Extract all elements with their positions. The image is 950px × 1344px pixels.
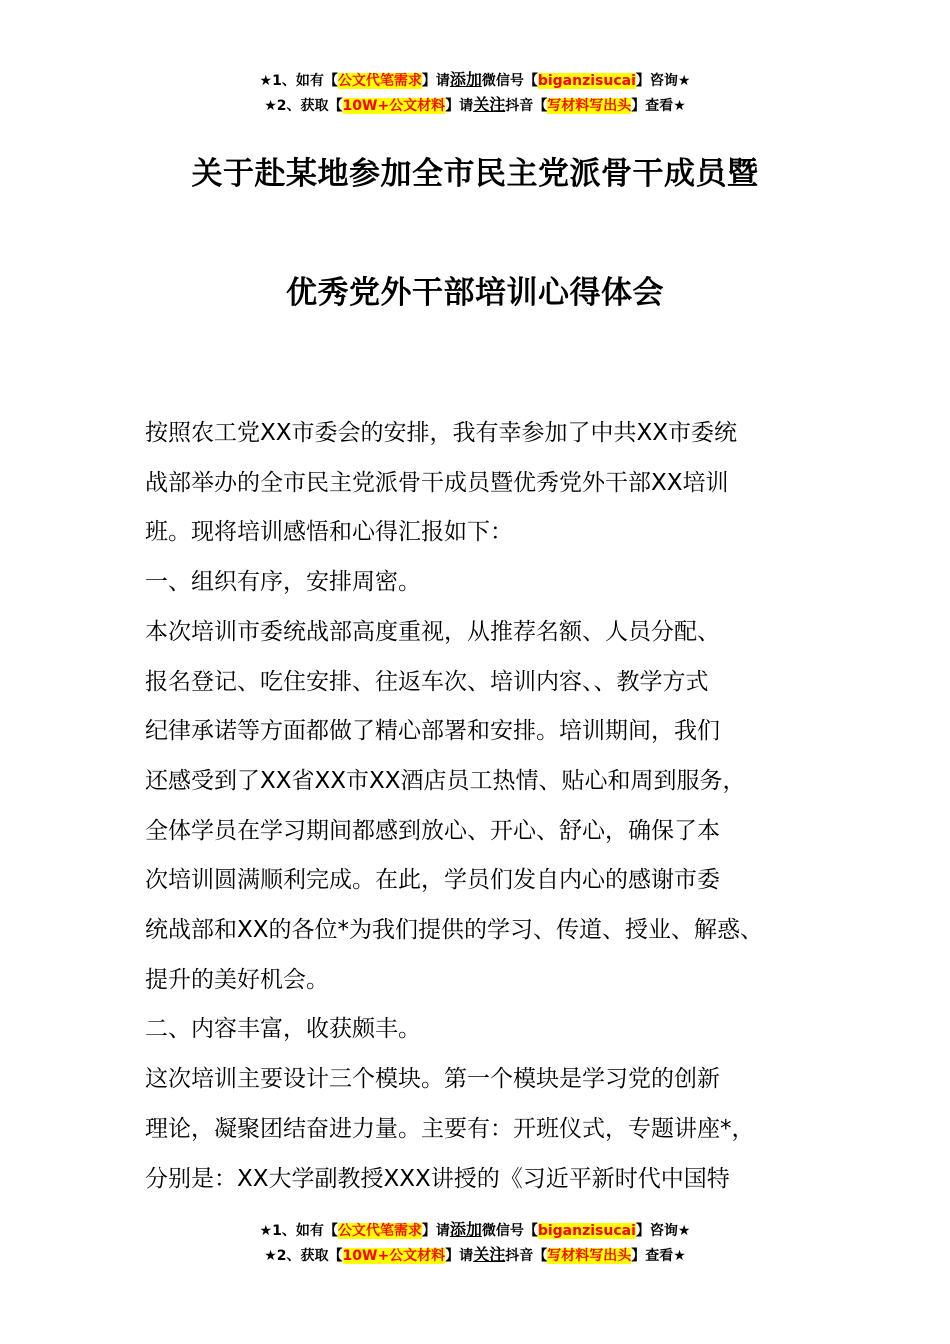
banner-text: 微信号【 <box>481 1223 538 1239</box>
body-line: 分别是：XX大学副教授XXX讲授的《习近平新时代中国特 <box>145 1165 730 1192</box>
banner-text: ★2、获取【 <box>264 1248 343 1264</box>
banner-text: 】咨询★ <box>635 1223 691 1239</box>
banner-text: 抖音【 <box>505 1248 548 1264</box>
banner-highlight: 公文代笔需求 <box>337 73 422 89</box>
banner-text: 】请 <box>445 98 474 114</box>
banner-text: ★1、如有【 <box>259 1223 338 1239</box>
banner-text: ★2、获取【 <box>264 98 343 114</box>
document-title-line-2: 优秀党外干部培训心得体会 <box>286 275 664 311</box>
banner-emphasis: 关注 <box>473 95 506 114</box>
banner-highlight: 公文代笔需求 <box>337 1223 422 1239</box>
bottom-banner <box>0 1218 950 1268</box>
banner-highlight: biganzisucai <box>537 1223 636 1239</box>
section-heading: 一、组织有序，安排周密。 <box>145 569 421 596</box>
banner-text: 】咨询★ <box>635 73 691 89</box>
banner-text: 】请 <box>421 73 450 89</box>
banner-emphasis: 添加 <box>449 70 482 89</box>
body-line: 统战部和XX的各位*为我们提供的学习、传道、授业、解惑、 <box>145 917 764 944</box>
top-banner <box>0 68 950 118</box>
banner-line-2 <box>0 1243 950 1268</box>
banner-emphasis: 添加 <box>449 1220 482 1239</box>
body-line: 理论，凝聚团结奋进力量。主要有：开班仪式，专题讲座*， <box>145 1115 755 1142</box>
document-body <box>145 409 835 1204</box>
body-line: 班。现将培训感悟和心得汇报如下： <box>145 519 513 546</box>
banner-line-2 <box>0 93 950 118</box>
body-line: 还感受到了XX省XX市XX酒店员工热情、贴心和周到服务， <box>145 767 746 794</box>
body-line: 报名登记、吃住安排、往返车次、培训内容、、教学方式 <box>145 668 709 695</box>
banner-text: 抖音【 <box>505 98 548 114</box>
banner-text: 】请 <box>421 1223 450 1239</box>
body-line: 次培训圆满顺利完成。在此，学员们发自内心的感谢市委 <box>145 867 720 894</box>
banner-highlight: 10W+公文材料 <box>342 1248 446 1264</box>
banner-highlight: 写材料写出头 <box>547 1248 632 1264</box>
body-line: 提升的美好机会。 <box>145 966 329 993</box>
section-heading: 二、内容丰富，收获颇丰。 <box>145 1016 421 1043</box>
banner-text: 】查看★ <box>631 98 686 114</box>
banner-text: 微信号【 <box>481 73 538 89</box>
banner-text: ★1、如有【 <box>259 73 338 89</box>
banner-emphasis: 关注 <box>473 1245 506 1264</box>
banner-line-1 <box>0 68 950 93</box>
body-line: 全体学员在学习期间都感到放心、开心、舒心，确保了本 <box>145 817 720 844</box>
body-line: 纪律承诺等方面都做了精心部署和安排。培训期间，我们 <box>145 718 720 745</box>
body-line: 按照农工党XX市委会的安排，我有幸参加了中共XX市委统 <box>145 420 738 446</box>
banner-highlight: 10W+公文材料 <box>342 98 446 114</box>
body-line: 这次培训主要设计三个模块。第一个模块是学习党的创新 <box>145 1066 720 1093</box>
banner-text: 】查看★ <box>631 1248 686 1264</box>
banner-highlight: biganzisucai <box>537 73 636 89</box>
banner-line-1 <box>0 1218 950 1243</box>
document-title-line-1: 关于赴某地参加全市民主党派骨干成员暨 <box>191 156 759 192</box>
body-line: 本次培训市委统战部高度重视，从推荐名额、人员分配、 <box>145 618 720 645</box>
banner-text: 】请 <box>445 1248 474 1264</box>
banner-highlight: 写材料写出头 <box>547 98 632 114</box>
body-line: 战部举办的全市民主党派骨干成员暨优秀党外干部XX培训 <box>145 469 729 496</box>
